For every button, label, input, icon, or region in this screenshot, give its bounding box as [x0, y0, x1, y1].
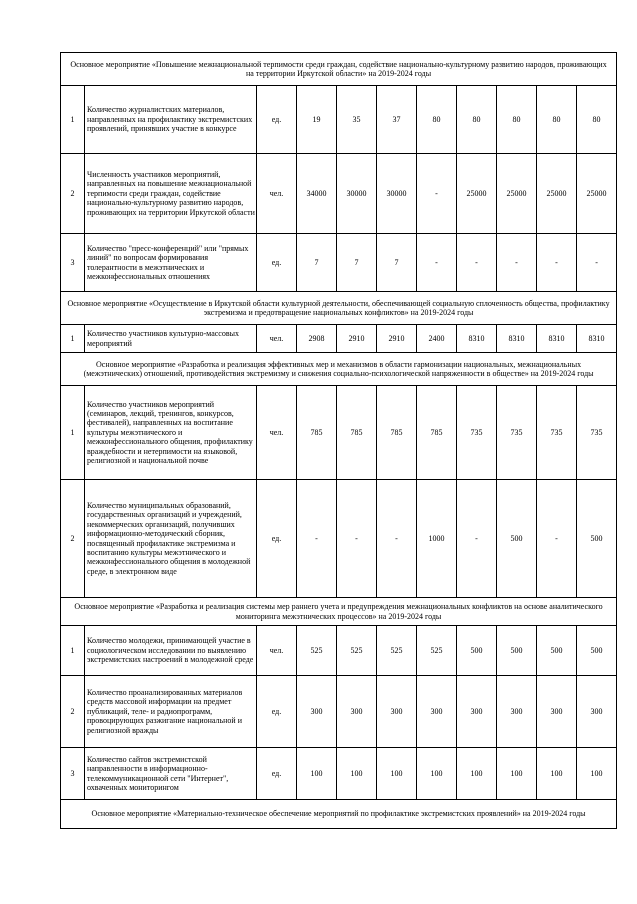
table-row — [61, 234, 617, 292]
row-number: 1 — [61, 86, 85, 154]
unit-cell: ед. — [257, 86, 297, 154]
value-cell: 80 — [457, 86, 497, 154]
indicator-name: Численность участников мероприятий, направленных на повышение межнациональной терпимости среди граждан, содействие национально-культурному развитию народов, проживающих на территории Иркутской области — [85, 154, 257, 234]
unit-cell: чел. — [257, 386, 297, 480]
section-header-row — [61, 598, 617, 626]
value-cell: 34000 — [297, 154, 337, 234]
value-cell: 300 — [417, 676, 457, 748]
table-row — [61, 325, 617, 353]
value-cell: 525 — [417, 626, 457, 676]
value-cell: 735 — [457, 386, 497, 480]
value-cell: - — [417, 154, 457, 234]
value-cell: 735 — [577, 386, 617, 480]
row-number: 3 — [61, 748, 85, 800]
value-cell: 80 — [497, 86, 537, 154]
indicator-name: Количество "пресс-конференций" или "прямых линий" по вопросам формирования толерантности в межэтнических и межконфессиональных отношениях — [85, 234, 257, 292]
value-cell: 500 — [577, 626, 617, 676]
indicators-table — [60, 52, 617, 829]
section-title: Основное мероприятие «Материально-техническое обеспечение мероприятий по профилактике экстремистских проявлений» на 2019-2024 годы — [61, 800, 617, 829]
row-number: 1 — [61, 386, 85, 480]
value-cell: 7 — [337, 234, 377, 292]
table-row — [61, 386, 617, 480]
value-cell: 25000 — [457, 154, 497, 234]
section-header-row — [61, 292, 617, 325]
value-cell: 100 — [497, 748, 537, 800]
value-cell: 300 — [297, 676, 337, 748]
value-cell: 7 — [297, 234, 337, 292]
value-cell: - — [377, 480, 417, 598]
value-cell: - — [457, 480, 497, 598]
value-cell: 30000 — [377, 154, 417, 234]
section-header-row — [61, 53, 617, 86]
value-cell: 500 — [497, 626, 537, 676]
value-cell: 500 — [497, 480, 537, 598]
value-cell: 19 — [297, 86, 337, 154]
indicator-name: Количество сайтов экстремистской направленности в информационно-телекоммуникационной сети "Интернет", охваченных мониторингом — [85, 748, 257, 800]
unit-cell: ед. — [257, 480, 297, 598]
table-row — [61, 154, 617, 234]
value-cell: 8310 — [537, 325, 577, 353]
row-number: 1 — [61, 325, 85, 353]
value-cell: - — [497, 234, 537, 292]
row-number: 2 — [61, 480, 85, 598]
value-cell: 37 — [377, 86, 417, 154]
indicator-name: Количество участников мероприятий (семинаров, лекций, тренингов, конкурсов, фестивалей), направленных на воспитание культуры межэтнического и межконфессионального общения, профилактику враждебности и нетерпимости на языковой, религиозной и национальной почве — [85, 386, 257, 480]
value-cell: - — [537, 480, 577, 598]
table-row — [61, 676, 617, 748]
unit-cell: ед. — [257, 676, 297, 748]
table-row — [61, 626, 617, 676]
unit-cell: ед. — [257, 748, 297, 800]
value-cell: 100 — [297, 748, 337, 800]
row-number: 1 — [61, 626, 85, 676]
value-cell: 100 — [377, 748, 417, 800]
value-cell: 2400 — [417, 325, 457, 353]
value-cell: 100 — [537, 748, 577, 800]
section-header-row — [61, 353, 617, 386]
value-cell: 30000 — [337, 154, 377, 234]
section-title: Основное мероприятие «Разработка и реализация эффективных мер и механизмов в области гармонизации национальных, межнациональных (межэтнических) отношений, противодействия экстремизму и снижения социально-психологической напряженности в обществе» на 2019-2024 годы — [61, 353, 617, 386]
value-cell: - — [537, 234, 577, 292]
value-cell: 80 — [417, 86, 457, 154]
unit-cell: ед. — [257, 234, 297, 292]
unit-cell: чел. — [257, 154, 297, 234]
value-cell: 785 — [377, 386, 417, 480]
section-title: Основное мероприятие «Осуществление в Иркутской области культурной деятельности, обеспечивающей социальную сплоченность общества, профилактику экстремизма и предотвращение национальных конфликтов» на 2019-2024 годы — [61, 292, 617, 325]
value-cell: 500 — [457, 626, 497, 676]
value-cell: 525 — [297, 626, 337, 676]
value-cell: 8310 — [457, 325, 497, 353]
indicator-name: Количество молодежи, принимающей участие в социологическом исследовании по выявлению экстремистских настроений в молодежной среде — [85, 626, 257, 676]
value-cell: 785 — [417, 386, 457, 480]
value-cell: - — [417, 234, 457, 292]
value-cell: 100 — [457, 748, 497, 800]
unit-cell: чел. — [257, 626, 297, 676]
value-cell: 300 — [377, 676, 417, 748]
value-cell: 500 — [537, 626, 577, 676]
row-number: 2 — [61, 676, 85, 748]
value-cell: 25000 — [537, 154, 577, 234]
value-cell: 300 — [577, 676, 617, 748]
value-cell: 8310 — [497, 325, 537, 353]
value-cell: 100 — [337, 748, 377, 800]
value-cell: 785 — [337, 386, 377, 480]
value-cell: 8310 — [577, 325, 617, 353]
section-header-row — [61, 800, 617, 829]
value-cell: 2908 — [297, 325, 337, 353]
section-title: Основное мероприятие «Разработка и реализация системы мер раннего учета и предупреждения межнациональных конфликтов на основе аналитического мониторинга межэтнических процессов» на 2019-2024 годы — [61, 598, 617, 626]
value-cell: 525 — [337, 626, 377, 676]
indicator-name: Количество участников культурно-массовых мероприятий — [85, 325, 257, 353]
indicator-name: Количество журналистских материалов, направленных на профилактику экстремистских проявлений, принявших участие в конкурсе — [85, 86, 257, 154]
table-row — [61, 86, 617, 154]
value-cell: 100 — [577, 748, 617, 800]
value-cell: 7 — [377, 234, 417, 292]
value-cell: - — [577, 234, 617, 292]
value-cell: 735 — [497, 386, 537, 480]
value-cell: 785 — [297, 386, 337, 480]
row-number: 2 — [61, 154, 85, 234]
value-cell: - — [457, 234, 497, 292]
value-cell: - — [337, 480, 377, 598]
value-cell: 300 — [457, 676, 497, 748]
value-cell: 1000 — [417, 480, 457, 598]
value-cell: 25000 — [577, 154, 617, 234]
table-row — [61, 748, 617, 800]
value-cell: 80 — [537, 86, 577, 154]
value-cell: 35 — [337, 86, 377, 154]
value-cell: 300 — [497, 676, 537, 748]
unit-cell: чел. — [257, 325, 297, 353]
value-cell: 2910 — [377, 325, 417, 353]
value-cell: 735 — [537, 386, 577, 480]
table-row — [61, 480, 617, 598]
indicator-name: Количество муниципальных образований, государственных организаций и учреждений, некоммерческих организаций, получивших информационно-методический сборник, посвященный профилактике экстремизма и воспитанию культуры межэтнического и межконфессионального общения в молодежной среде, в электронном виде — [85, 480, 257, 598]
value-cell: 2910 — [337, 325, 377, 353]
indicator-name: Количество проанализированных материалов средств массовой информации на предмет публикаций, теле- и радиопрограмм, провоцирующих разжигание национальной и религиозной вражды — [85, 676, 257, 748]
value-cell: 300 — [537, 676, 577, 748]
value-cell: - — [297, 480, 337, 598]
value-cell: 100 — [417, 748, 457, 800]
value-cell: 80 — [577, 86, 617, 154]
value-cell: 500 — [577, 480, 617, 598]
value-cell: 25000 — [497, 154, 537, 234]
section-title: Основное мероприятие «Повышение межнациональной терпимости среди граждан, содействие национально-культурному развитию народов, проживающих на территории Иркутской области» на 2019-2024 годы — [61, 53, 617, 86]
value-cell: 525 — [377, 626, 417, 676]
row-number: 3 — [61, 234, 85, 292]
value-cell: 300 — [337, 676, 377, 748]
table-body — [61, 53, 617, 829]
